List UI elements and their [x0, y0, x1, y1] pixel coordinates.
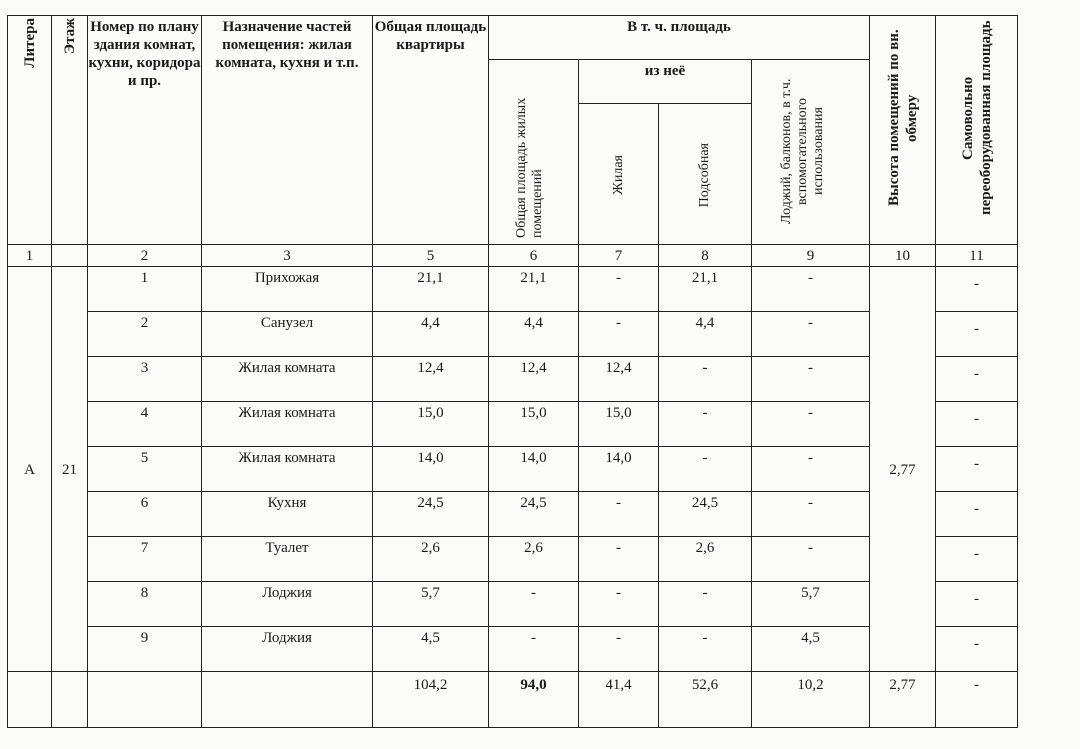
header-including-area: В т. ч. площадь	[489, 16, 870, 60]
header-total-area: Общая площадь квартиры	[373, 16, 489, 245]
room-auxiliary: -	[659, 627, 752, 672]
room-name: Санузел	[202, 312, 373, 357]
room-number: 4	[88, 402, 202, 447]
column-number: 9	[752, 245, 870, 267]
room-name: Жилая комната	[202, 402, 373, 447]
room-self-rebuilt: -	[936, 267, 1018, 312]
room-living-total: 21,1	[489, 267, 579, 312]
total-area-sum: 104,2	[373, 672, 489, 728]
room-total-area: 5,7	[373, 582, 489, 627]
room-number: 8	[88, 582, 202, 627]
room-total-area: 14,0	[373, 447, 489, 492]
room-total-area: 15,0	[373, 402, 489, 447]
column-number: 8	[659, 245, 752, 267]
column-number: 2	[88, 245, 202, 267]
room-auxiliary: 2,6	[659, 537, 752, 582]
table-row	[8, 537, 1018, 582]
loggia-sum: 10,2	[752, 672, 870, 728]
room-self-rebuilt: -	[936, 447, 1018, 492]
room-auxiliary: -	[659, 357, 752, 402]
header-auxiliary: Подсобная	[659, 104, 752, 245]
room-auxiliary: 4,4	[659, 312, 752, 357]
room-living-total: -	[489, 627, 579, 672]
room-living-total: 14,0	[489, 447, 579, 492]
room-auxiliary: -	[659, 402, 752, 447]
room-auxiliary: 21,1	[659, 267, 752, 312]
room-living: -	[579, 582, 659, 627]
explication-table	[7, 15, 1018, 728]
room-living: 14,0	[579, 447, 659, 492]
room-loggia: -	[752, 357, 870, 402]
column-numbers-row	[8, 245, 1018, 267]
column-number: 10	[870, 245, 936, 267]
room-auxiliary: -	[659, 447, 752, 492]
room-self-rebuilt: -	[936, 582, 1018, 627]
table-row	[8, 267, 1018, 312]
room-number: 6	[88, 492, 202, 537]
room-auxiliary: -	[659, 582, 752, 627]
room-loggia: -	[752, 537, 870, 582]
totals-empty	[52, 672, 88, 728]
self-rebuilt-total: -	[936, 672, 1018, 728]
room-loggia: -	[752, 447, 870, 492]
table-row	[8, 357, 1018, 402]
room-number: 1	[88, 267, 202, 312]
room-living: -	[579, 537, 659, 582]
room-auxiliary: 24,5	[659, 492, 752, 537]
header-living: Жилая	[579, 104, 659, 245]
room-name: Туалет	[202, 537, 373, 582]
column-number: 11	[936, 245, 1018, 267]
room-loggia: -	[752, 402, 870, 447]
room-self-rebuilt: -	[936, 537, 1018, 582]
living-sum: 41,4	[579, 672, 659, 728]
room-loggia: 5,7	[752, 582, 870, 627]
room-living-total: 24,5	[489, 492, 579, 537]
totals-empty	[202, 672, 373, 728]
room-name: Жилая комната	[202, 357, 373, 402]
room-loggia: -	[752, 267, 870, 312]
column-number: 1	[8, 245, 52, 267]
room-living-total: 15,0	[489, 402, 579, 447]
header-height: Высота помещений по вн. обмеру	[870, 16, 936, 245]
column-number: 7	[579, 245, 659, 267]
header-room-number: Номер по плану здания комнат, кухни, коридора и пр.	[88, 16, 202, 245]
header-loggias: Лоджий, балконов, в т.ч. вспомогательного использования	[752, 60, 870, 245]
room-living: -	[579, 312, 659, 357]
totals-empty	[88, 672, 202, 728]
room-total-area: 21,1	[373, 267, 489, 312]
header-litera: Литера	[8, 16, 52, 245]
room-living: -	[579, 492, 659, 537]
height-cell: 2,77	[870, 267, 936, 672]
room-number: 5	[88, 447, 202, 492]
header-living-total: Общая площадь жилых помещений	[489, 60, 579, 245]
room-self-rebuilt: -	[936, 357, 1018, 402]
table-row	[8, 402, 1018, 447]
table-row	[8, 492, 1018, 537]
room-self-rebuilt: -	[936, 492, 1018, 537]
table-row	[8, 582, 1018, 627]
room-self-rebuilt: -	[936, 627, 1018, 672]
room-living-total: 12,4	[489, 357, 579, 402]
room-loggia: -	[752, 492, 870, 537]
header-of-which: из неё	[579, 60, 752, 104]
totals-empty	[8, 672, 52, 728]
room-total-area: 2,6	[373, 537, 489, 582]
living-total-sum: 94,0	[489, 672, 579, 728]
room-total-area: 24,5	[373, 492, 489, 537]
room-total-area: 12,4	[373, 357, 489, 402]
header-self-rebuilt: Самовольно переоборудованная площадь	[936, 16, 1018, 245]
table-row	[8, 312, 1018, 357]
header-purpose: Назначение частей помещения: жилая комната, кухня и т.п.	[202, 16, 373, 245]
room-loggia: -	[752, 312, 870, 357]
room-living: -	[579, 267, 659, 312]
room-name: Прихожая	[202, 267, 373, 312]
room-living: -	[579, 627, 659, 672]
auxiliary-sum: 52,6	[659, 672, 752, 728]
room-self-rebuilt: -	[936, 312, 1018, 357]
room-name: Лоджия	[202, 627, 373, 672]
room-number: 7	[88, 537, 202, 582]
room-total-area: 4,4	[373, 312, 489, 357]
room-loggia: 4,5	[752, 627, 870, 672]
room-total-area: 4,5	[373, 627, 489, 672]
height-total: 2,77	[870, 672, 936, 728]
totals-row	[8, 672, 1018, 728]
room-self-rebuilt: -	[936, 402, 1018, 447]
litera-cell: А	[8, 267, 52, 672]
room-living-total: -	[489, 582, 579, 627]
column-number: 3	[202, 245, 373, 267]
room-number: 2	[88, 312, 202, 357]
column-number: 6	[489, 245, 579, 267]
room-living-total: 2,6	[489, 537, 579, 582]
room-name: Лоджия	[202, 582, 373, 627]
column-number: 5	[373, 245, 489, 267]
table-row	[8, 627, 1018, 672]
room-name: Кухня	[202, 492, 373, 537]
room-living: 15,0	[579, 402, 659, 447]
header-etazh: Этаж	[52, 16, 88, 245]
etazh-cell: 21	[52, 267, 88, 672]
room-number: 9	[88, 627, 202, 672]
room-living-total: 4,4	[489, 312, 579, 357]
room-number: 3	[88, 357, 202, 402]
table-row	[8, 447, 1018, 492]
column-number	[52, 245, 88, 267]
room-living: 12,4	[579, 357, 659, 402]
room-name: Жилая комната	[202, 447, 373, 492]
